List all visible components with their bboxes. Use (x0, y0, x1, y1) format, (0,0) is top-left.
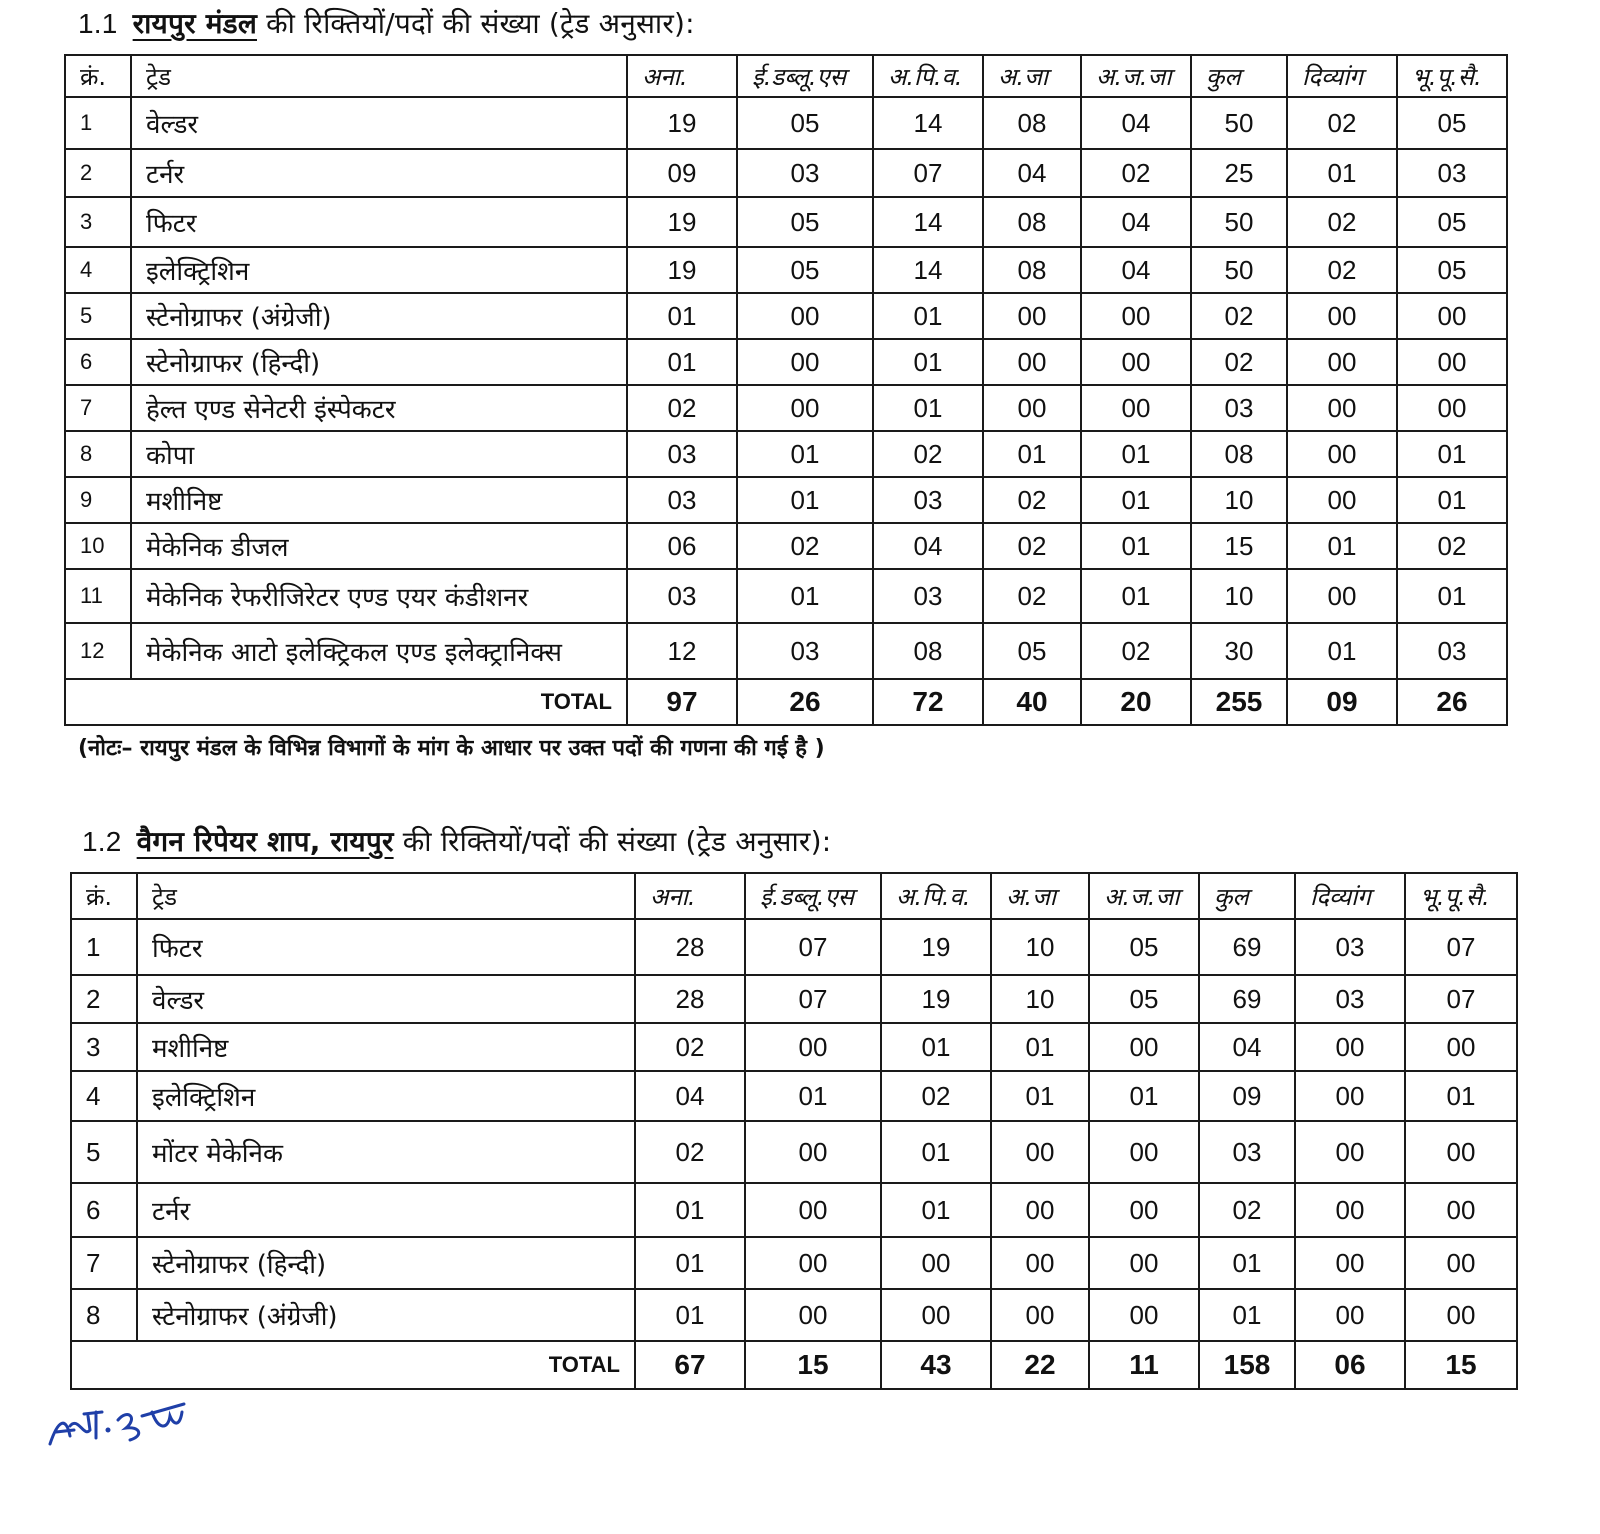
count-cell: 00 (1287, 569, 1397, 623)
count-cell: 07 (1405, 975, 1517, 1023)
count-cell: 04 (1081, 97, 1191, 149)
count-cell: 00 (1397, 385, 1507, 431)
general-header: अना. (627, 55, 737, 97)
count-cell: 05 (1397, 247, 1507, 293)
trade-cell: फिटर (131, 197, 627, 247)
count-cell: 05 (737, 97, 873, 149)
trade-cell: स्टेनोग्राफर (अंग्रेजी) (137, 1289, 635, 1341)
serial-cell: 3 (71, 1023, 137, 1071)
serial-cell: 4 (71, 1071, 137, 1121)
count-cell: 01 (1081, 477, 1191, 523)
table-row (65, 247, 1507, 293)
count-cell: 04 (635, 1071, 745, 1121)
serial-cell: 3 (65, 197, 131, 247)
count-cell: 01 (1287, 523, 1397, 569)
count-cell: 00 (745, 1023, 881, 1071)
total-header: कुल (1191, 55, 1287, 97)
total-cell: 26 (737, 679, 873, 725)
table-row (65, 431, 1507, 477)
trade-cell: कोपा (131, 431, 627, 477)
count-cell: 00 (1397, 339, 1507, 385)
count-cell: 06 (627, 523, 737, 569)
table-row (71, 1183, 1517, 1237)
sc-header: अ.जा (991, 873, 1089, 919)
count-cell: 05 (737, 247, 873, 293)
count-cell: 08 (1191, 431, 1287, 477)
count-cell: 01 (1081, 523, 1191, 569)
total-row (65, 679, 1507, 725)
count-cell: 14 (873, 197, 983, 247)
count-cell: 19 (627, 197, 737, 247)
count-cell: 30 (1191, 623, 1287, 679)
count-cell: 01 (737, 431, 873, 477)
count-cell: 10 (1191, 569, 1287, 623)
count-cell: 00 (1089, 1023, 1199, 1071)
count-cell: 50 (1191, 197, 1287, 247)
count-cell: 00 (1287, 293, 1397, 339)
trade-cell: स्टेनोग्राफर (हिन्दी) (137, 1237, 635, 1289)
table-row (65, 149, 1507, 197)
count-cell: 05 (1397, 97, 1507, 149)
count-cell: 01 (635, 1237, 745, 1289)
section-1-heading (78, 6, 695, 42)
count-cell: 01 (627, 293, 737, 339)
total-cell: 43 (881, 1341, 991, 1389)
obc-header: अ.पि.व. (873, 55, 983, 97)
table-row (65, 293, 1507, 339)
section-1-number: 1.1 (78, 8, 118, 39)
count-cell: 12 (627, 623, 737, 679)
count-cell: 02 (1191, 339, 1287, 385)
total-label: TOTAL (71, 1341, 635, 1389)
count-cell: 02 (1287, 97, 1397, 149)
count-cell: 01 (627, 339, 737, 385)
serial-cell: 4 (65, 247, 131, 293)
count-cell: 10 (991, 919, 1089, 975)
trade-cell: मोंटर मेकेनिक (137, 1121, 635, 1183)
section-2-title: की रिक्तियों/पदों की संख्या (ट्रेड अनुसार): (402, 825, 832, 858)
count-cell: 28 (635, 919, 745, 975)
section-2-number: 1.2 (82, 826, 122, 857)
count-cell: 00 (1405, 1121, 1517, 1183)
total-cell: 15 (1405, 1341, 1517, 1389)
count-cell: 00 (1295, 1183, 1405, 1237)
count-cell: 02 (1287, 197, 1397, 247)
count-cell: 03 (1397, 149, 1507, 197)
count-cell: 09 (627, 149, 737, 197)
count-cell: 07 (745, 975, 881, 1023)
count-cell: 00 (991, 1237, 1089, 1289)
count-cell: 02 (1199, 1183, 1295, 1237)
count-cell: 01 (1405, 1071, 1517, 1121)
trade-cell: इलेक्ट्रिशिन (131, 247, 627, 293)
total-cell: 158 (1199, 1341, 1295, 1389)
serial-cell: 8 (65, 431, 131, 477)
count-cell: 02 (1081, 149, 1191, 197)
count-cell: 03 (737, 149, 873, 197)
count-cell: 69 (1199, 975, 1295, 1023)
count-cell: 15 (1191, 523, 1287, 569)
serial-cell: 1 (65, 97, 131, 149)
serial-cell: 6 (65, 339, 131, 385)
serial-cell: 12 (65, 623, 131, 679)
count-cell: 01 (1081, 431, 1191, 477)
total-cell: 97 (627, 679, 737, 725)
count-cell: 04 (1199, 1023, 1295, 1071)
trade-cell: टर्नर (137, 1183, 635, 1237)
raipur-division-vacancy-table (64, 54, 1508, 726)
serial-cell: 2 (71, 975, 137, 1023)
trade-cell: मेकेनिक रेफरीजिरेटर एण्ड एयर कंडीशनर (131, 569, 627, 623)
count-cell: 00 (1081, 339, 1191, 385)
count-cell: 03 (627, 477, 737, 523)
total-label: TOTAL (65, 679, 627, 725)
count-cell: 05 (1089, 975, 1199, 1023)
count-cell: 03 (1191, 385, 1287, 431)
count-cell: 00 (737, 293, 873, 339)
count-cell: 00 (737, 385, 873, 431)
count-cell: 01 (983, 431, 1081, 477)
count-cell: 08 (983, 97, 1081, 149)
table-row (65, 569, 1507, 623)
count-cell: 00 (737, 339, 873, 385)
section-1-note: (नोटः– रायपुर मंडल के विभिन्न विभागों के मांग के आधार पर उक्त पदों की गणना की गई है ) (78, 736, 825, 761)
count-cell: 00 (991, 1183, 1089, 1237)
trade-cell: मेकेनिक डीजल (131, 523, 627, 569)
count-cell: 01 (873, 385, 983, 431)
table-row (65, 97, 1507, 149)
count-cell: 01 (881, 1023, 991, 1071)
count-cell: 01 (1199, 1237, 1295, 1289)
ex-serviceman-header: भू.पू.सै. (1397, 55, 1507, 97)
serial-header: क्रं. (71, 873, 137, 919)
count-cell: 00 (983, 293, 1081, 339)
trade-cell: फिटर (137, 919, 635, 975)
count-cell: 08 (983, 247, 1081, 293)
count-cell: 02 (881, 1071, 991, 1121)
table-row (71, 1023, 1517, 1071)
table-header-row (71, 873, 1517, 919)
count-cell: 10 (1191, 477, 1287, 523)
sc-header: अ.जा (983, 55, 1081, 97)
count-cell: 01 (1089, 1071, 1199, 1121)
divyang-header: दिव्यांग (1287, 55, 1397, 97)
count-cell: 19 (881, 975, 991, 1023)
count-cell: 01 (873, 293, 983, 339)
count-cell: 04 (873, 523, 983, 569)
count-cell: 00 (1295, 1237, 1405, 1289)
total-cell: 22 (991, 1341, 1089, 1389)
section-1-title: की रिक्तियों/पदों की संख्या (ट्रेड अनुसार): (266, 7, 695, 40)
count-cell: 00 (745, 1237, 881, 1289)
ews-header: ई.डब्लू.एस (737, 55, 873, 97)
count-cell: 03 (1295, 975, 1405, 1023)
count-cell: 05 (737, 197, 873, 247)
count-cell: 00 (1295, 1289, 1405, 1341)
table-row (65, 197, 1507, 247)
count-cell: 08 (873, 623, 983, 679)
count-cell: 03 (873, 477, 983, 523)
serial-cell: 10 (65, 523, 131, 569)
count-cell: 01 (1287, 623, 1397, 679)
count-cell: 00 (1397, 293, 1507, 339)
trade-cell: टर्नर (131, 149, 627, 197)
count-cell: 03 (627, 569, 737, 623)
count-cell: 00 (991, 1289, 1089, 1341)
trade-cell: वेल्डर (131, 97, 627, 149)
count-cell: 01 (1397, 569, 1507, 623)
count-cell: 00 (745, 1121, 881, 1183)
trade-cell: स्टेनोग्राफर (हिन्दी) (131, 339, 627, 385)
count-cell: 00 (1089, 1237, 1199, 1289)
count-cell: 00 (1295, 1023, 1405, 1071)
count-cell: 01 (1397, 431, 1507, 477)
count-cell: 19 (627, 97, 737, 149)
serial-header: क्रं. (65, 55, 131, 97)
total-row (71, 1341, 1517, 1389)
count-cell: 01 (635, 1183, 745, 1237)
count-cell: 02 (1287, 247, 1397, 293)
count-cell: 69 (1199, 919, 1295, 975)
count-cell: 01 (991, 1071, 1089, 1121)
table-row (71, 975, 1517, 1023)
count-cell: 50 (1191, 97, 1287, 149)
count-cell: 02 (737, 523, 873, 569)
trade-cell: हेल्त एण्ड सेनेटरी इंस्पेकटर (131, 385, 627, 431)
count-cell: 14 (873, 97, 983, 149)
trade-cell: इलेक्ट्रिशिन (137, 1071, 635, 1121)
count-cell: 01 (881, 1183, 991, 1237)
serial-cell: 8 (71, 1289, 137, 1341)
count-cell: 01 (1081, 569, 1191, 623)
count-cell: 05 (1089, 919, 1199, 975)
table-row (71, 919, 1517, 975)
count-cell: 14 (873, 247, 983, 293)
serial-cell: 2 (65, 149, 131, 197)
count-cell: 01 (991, 1023, 1089, 1071)
total-cell: 67 (635, 1341, 745, 1389)
count-cell: 10 (991, 975, 1089, 1023)
count-cell: 01 (745, 1071, 881, 1121)
table-row (71, 1289, 1517, 1341)
section-2-heading (82, 824, 831, 860)
total-cell: 72 (873, 679, 983, 725)
count-cell: 03 (737, 623, 873, 679)
serial-cell: 7 (65, 385, 131, 431)
st-header: अ.ज.जा (1089, 873, 1199, 919)
table-row (65, 523, 1507, 569)
count-cell: 09 (1199, 1071, 1295, 1121)
serial-cell: 5 (65, 293, 131, 339)
count-cell: 00 (881, 1237, 991, 1289)
count-cell: 19 (627, 247, 737, 293)
count-cell: 03 (1397, 623, 1507, 679)
total-cell: 255 (1191, 679, 1287, 725)
wagon-repair-shop-vacancy-table (70, 872, 1518, 1390)
table-row (71, 1121, 1517, 1183)
count-cell: 00 (1081, 385, 1191, 431)
count-cell: 05 (1397, 197, 1507, 247)
table-header-row (65, 55, 1507, 97)
table-row (65, 477, 1507, 523)
count-cell: 01 (881, 1121, 991, 1183)
count-cell: 04 (1081, 197, 1191, 247)
count-cell: 00 (1295, 1121, 1405, 1183)
total-cell: 06 (1295, 1341, 1405, 1389)
section-1-place: रायपुर मंडल (132, 7, 257, 40)
count-cell: 02 (635, 1121, 745, 1183)
serial-cell: 1 (71, 919, 137, 975)
count-cell: 01 (1199, 1289, 1295, 1341)
serial-cell: 5 (71, 1121, 137, 1183)
count-cell: 00 (745, 1183, 881, 1237)
count-cell: 00 (745, 1289, 881, 1341)
trade-cell: मशीनिष्ट (137, 1023, 635, 1071)
count-cell: 25 (1191, 149, 1287, 197)
count-cell: 00 (1089, 1289, 1199, 1341)
count-cell: 02 (635, 1023, 745, 1071)
count-cell: 03 (1199, 1121, 1295, 1183)
count-cell: 02 (1081, 623, 1191, 679)
count-cell: 50 (1191, 247, 1287, 293)
count-cell: 02 (983, 523, 1081, 569)
count-cell: 00 (881, 1289, 991, 1341)
trade-cell: मशीनिष्ट (131, 477, 627, 523)
table-row (71, 1237, 1517, 1289)
count-cell: 00 (1081, 293, 1191, 339)
st-header: अ.ज.जा (1081, 55, 1191, 97)
count-cell: 01 (737, 477, 873, 523)
general-header: अना. (635, 873, 745, 919)
divyang-header: दिव्यांग (1295, 873, 1405, 919)
count-cell: 01 (873, 339, 983, 385)
ex-serviceman-header: भू.पू.सै. (1405, 873, 1517, 919)
trade-cell: स्टेनोग्राफर (अंग्रेजी) (131, 293, 627, 339)
count-cell: 03 (1295, 919, 1405, 975)
table-row (71, 1071, 1517, 1121)
count-cell: 00 (1287, 339, 1397, 385)
count-cell: 00 (1405, 1237, 1517, 1289)
trade-header: ट्रेड (131, 55, 627, 97)
count-cell: 03 (627, 431, 737, 477)
count-cell: 28 (635, 975, 745, 1023)
count-cell: 01 (1397, 477, 1507, 523)
count-cell: 00 (1089, 1121, 1199, 1183)
count-cell: 00 (983, 339, 1081, 385)
total-cell: 15 (745, 1341, 881, 1389)
serial-cell: 7 (71, 1237, 137, 1289)
count-cell: 04 (983, 149, 1081, 197)
count-cell: 02 (1191, 293, 1287, 339)
count-cell: 00 (1405, 1183, 1517, 1237)
count-cell: 00 (1405, 1023, 1517, 1071)
serial-cell: 11 (65, 569, 131, 623)
count-cell: 03 (873, 569, 983, 623)
serial-cell: 9 (65, 477, 131, 523)
table-row (65, 623, 1507, 679)
count-cell: 08 (983, 197, 1081, 247)
trade-cell: मेकेनिक आटो इलेक्ट्रिकल एण्ड इलेक्ट्रानिक्स (131, 623, 627, 679)
count-cell: 00 (1405, 1289, 1517, 1341)
section-2-place: वैगन रिपेयर शाप, रायपुर (136, 825, 394, 858)
count-cell: 19 (881, 919, 991, 975)
count-cell: 02 (983, 569, 1081, 623)
total-cell: 26 (1397, 679, 1507, 725)
count-cell: 04 (1081, 247, 1191, 293)
count-cell: 00 (1295, 1071, 1405, 1121)
count-cell: 07 (873, 149, 983, 197)
total-cell: 11 (1089, 1341, 1199, 1389)
trade-header: ट्रेड (137, 873, 635, 919)
count-cell: 00 (1089, 1183, 1199, 1237)
handwritten-signature (44, 1386, 194, 1466)
total-cell: 20 (1081, 679, 1191, 725)
serial-cell: 6 (71, 1183, 137, 1237)
count-cell: 01 (635, 1289, 745, 1341)
obc-header: अ.पि.व. (881, 873, 991, 919)
trade-cell: वेल्डर (137, 975, 635, 1023)
count-cell: 05 (983, 623, 1081, 679)
table-row (65, 339, 1507, 385)
count-cell: 02 (1397, 523, 1507, 569)
total-header: कुल (1199, 873, 1295, 919)
count-cell: 02 (983, 477, 1081, 523)
count-cell: 01 (1287, 149, 1397, 197)
count-cell: 01 (737, 569, 873, 623)
total-cell: 40 (983, 679, 1081, 725)
total-cell: 09 (1287, 679, 1397, 725)
count-cell: 00 (991, 1121, 1089, 1183)
ews-header: ई.डब्लू.एस (745, 873, 881, 919)
table-row (65, 385, 1507, 431)
count-cell: 00 (1287, 431, 1397, 477)
count-cell: 00 (983, 385, 1081, 431)
count-cell: 07 (1405, 919, 1517, 975)
count-cell: 07 (745, 919, 881, 975)
count-cell: 00 (1287, 477, 1397, 523)
count-cell: 00 (1287, 385, 1397, 431)
count-cell: 02 (873, 431, 983, 477)
count-cell: 02 (627, 385, 737, 431)
